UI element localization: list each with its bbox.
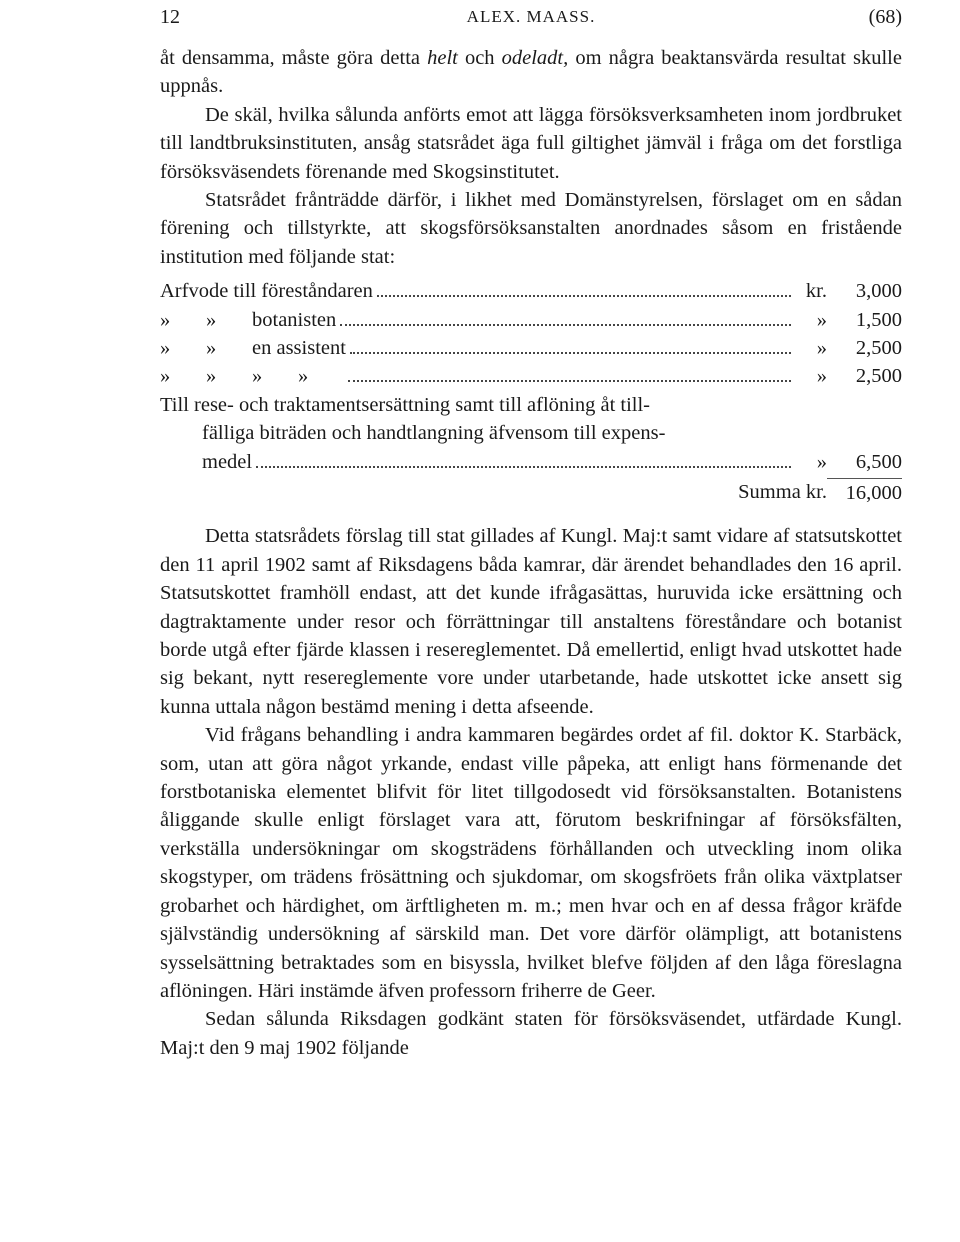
ledger-label: » » » » [160, 365, 309, 388]
ledger-row [160, 334, 902, 362]
ledger-amount: 2,500 [855, 337, 902, 360]
paragraph-5: Vid frågans behandling i andra kammaren begärdes ordet af fil. doktor K. Starbäck, som, utan att göra något yrkande, endast ville påpeka, att enligt hans förmenande det forstbotaniska elementet blifvit för litet tillgodosedt vid försöksanstalten. Botanistens åliggande skulle enligt förslaget vara att, förutom beskrifningar af försöksfälten, verkställa undersökningar om skogsträdens förhållanden och utveckling inom olika skogstyper, om trädens frösättning och sjukdomar, om skogsfröets från olika växtplatser grobarhet och härdighet, om ärftligheten m. m.; men hvar och en af dessa frågor kräfde självständig undersökning af särskild man. Det vore därför olämpligt, att botanistens sysselsättning betraktades som en bisyssla, hvilket blefve följden af den låga föreslagna aflöningen. Häri instämde äfven professorn friherre de Geer. [160, 724, 902, 1002]
ledger-travel-row [160, 391, 902, 476]
ledger-amount: 3,000 [855, 280, 902, 303]
ledger-row [160, 362, 902, 390]
page-header [160, 3, 902, 31]
running-title: ALEX. MAASS. [466, 7, 596, 26]
salary-ledger [160, 277, 902, 506]
ledger-amount: 2,500 [855, 365, 902, 388]
paragraph-1: åt densamma, måste göra detta helt och odeladt, om några beaktansvärda resultat skulle uppnås. [160, 47, 902, 98]
paragraph-4: Detta statsrådets förslag till stat gillades af Kungl. Maj:t samt vidare af statsutskottet den 11 april 1902 samt af Riksdagens båda kamrar, där ärendet behandlades den 16 april. Statsutskottet framhöll endast, att det kunde ifrågasättas, huruvida icke ersättning och dagtraktamente under resor och förrättningar till anstaltens föreståndare och botanist borde utgå efter fjärde klassen i resereglementet. Då emellertid, enligt hvad utskottet hade sig bekant, nytt resereglemente vore under utarbetande, hade utskottet icke ansett sig kunna uttala någon bestämd mening i detta afseende. [160, 525, 902, 718]
ledger-label: Arfvode till föreståndaren [160, 280, 373, 303]
dot-leader [377, 295, 791, 297]
sum-amount: 16,000 [827, 478, 902, 506]
section-number: (68) [868, 6, 902, 28]
ledger-label: » » botanisten [160, 308, 337, 331]
ledger-amount: 1,500 [855, 308, 902, 331]
body-text [160, 44, 902, 1062]
ledger-currency: » [816, 450, 827, 473]
dot-leader [350, 352, 791, 354]
paragraph-2: De skäl, hvilka sålunda anförts emot att lägga försöksverksamheten inom jordbruket till landtbruksinstituten, ansåg statsrådet äga full giltighet jämväl i fråga om det forstliga försöksväsendets förenande med Skogsinstitutet. [160, 103, 902, 183]
ledger-amount: 6,500 [855, 450, 902, 473]
ledger-row [160, 306, 902, 334]
ledger-currency: » [816, 308, 827, 331]
ledger-row [160, 277, 902, 305]
sum-label: Summa kr. [738, 481, 827, 504]
ledger-currency: kr. [805, 280, 827, 303]
paragraph-6: Sedan sålunda Riksdagen godkänt staten för försöksväsendet, utfärdade Kungl. Maj:t den 9 maj 1902 följande [160, 1008, 902, 1059]
emphasis-odeladt: odeladt, [501, 47, 569, 69]
ledger-label: » » en assistent [160, 337, 346, 360]
emphasis-helt: helt [427, 47, 458, 69]
travel-line-1: Till rese- och traktamentsersättning samt till aflöning åt till- [160, 393, 651, 416]
dot-leader [340, 324, 791, 326]
ledger-currency: » [816, 337, 827, 360]
travel-line-3: medel » 6,500 [160, 448, 902, 476]
paragraph-3: Statsrådet frånträdde därför, i likhet med Domänstyrelsen, förslaget om en sådan förening och tillstyrkte, att skogsförsöksanstalten anordnades såsom en fristående institution med följande stat: [160, 189, 902, 268]
ledger-currency: » [816, 365, 827, 388]
ledger-sum-row [160, 478, 902, 506]
page-number: 12 [160, 6, 180, 28]
dot-leader [256, 466, 791, 468]
travel-line-2: fälliga biträden och handtlangning äfvensom till expens- [202, 422, 666, 445]
dot-leader [348, 380, 791, 382]
